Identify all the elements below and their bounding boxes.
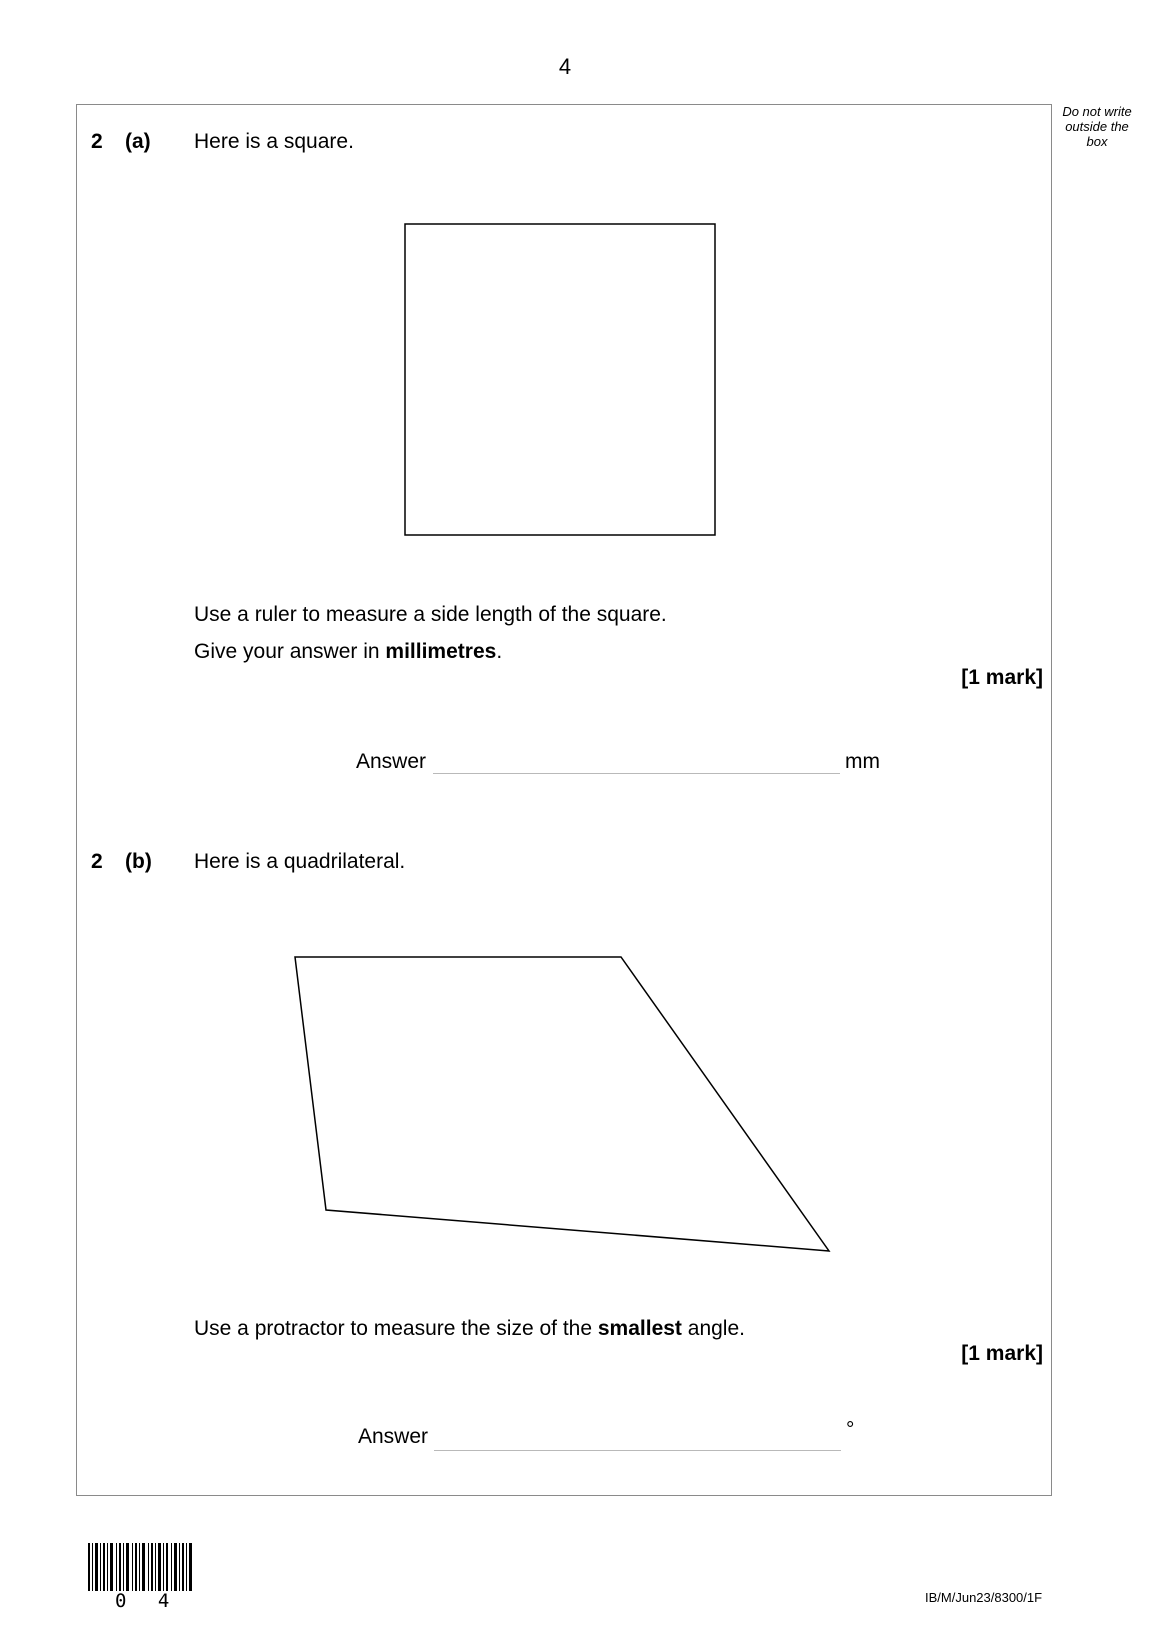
question-2b-instruction: Use a protractor to measure the size of the smallest angle. xyxy=(194,1317,745,1340)
question-2a-intro: Here is a square. xyxy=(194,130,354,153)
paper-code: IB/M/Jun23/8300/1F xyxy=(925,1590,1043,1605)
page-number: 4 xyxy=(558,54,572,79)
question-2b-answer-label: Answer xyxy=(358,1425,429,1448)
question-2a-instruction-2: Give your answer in millimetres. xyxy=(194,640,503,663)
question-2a-instruction-1: Use a ruler to measure a side length of the square. xyxy=(194,603,667,626)
question-2b-marks: [1 mark] xyxy=(961,1342,1043,1365)
question-part-a: (a) xyxy=(125,130,151,153)
barcode xyxy=(88,1543,192,1591)
question-number-2a: 2 xyxy=(91,130,103,153)
question-2a-marks: [1 mark] xyxy=(961,666,1043,689)
question-2a-answer-field[interactable] xyxy=(433,773,840,774)
square-figure xyxy=(405,224,715,535)
question-2a-answer-label: Answer xyxy=(356,750,427,773)
barcode-digits: 0 4 xyxy=(115,1590,180,1612)
question-number-2b: 2 xyxy=(91,850,103,873)
question-2a-answer-unit: mm xyxy=(845,750,880,773)
quadrilateral-figure xyxy=(295,957,829,1251)
question-part-b: (b) xyxy=(125,850,152,873)
question-2b-answer-unit: ° xyxy=(846,1418,855,1441)
question-2b-intro: Here is a quadrilateral. xyxy=(194,850,406,873)
question-2b-answer-field[interactable] xyxy=(434,1450,841,1451)
margin-note: Do not write outside the box xyxy=(1062,104,1132,149)
